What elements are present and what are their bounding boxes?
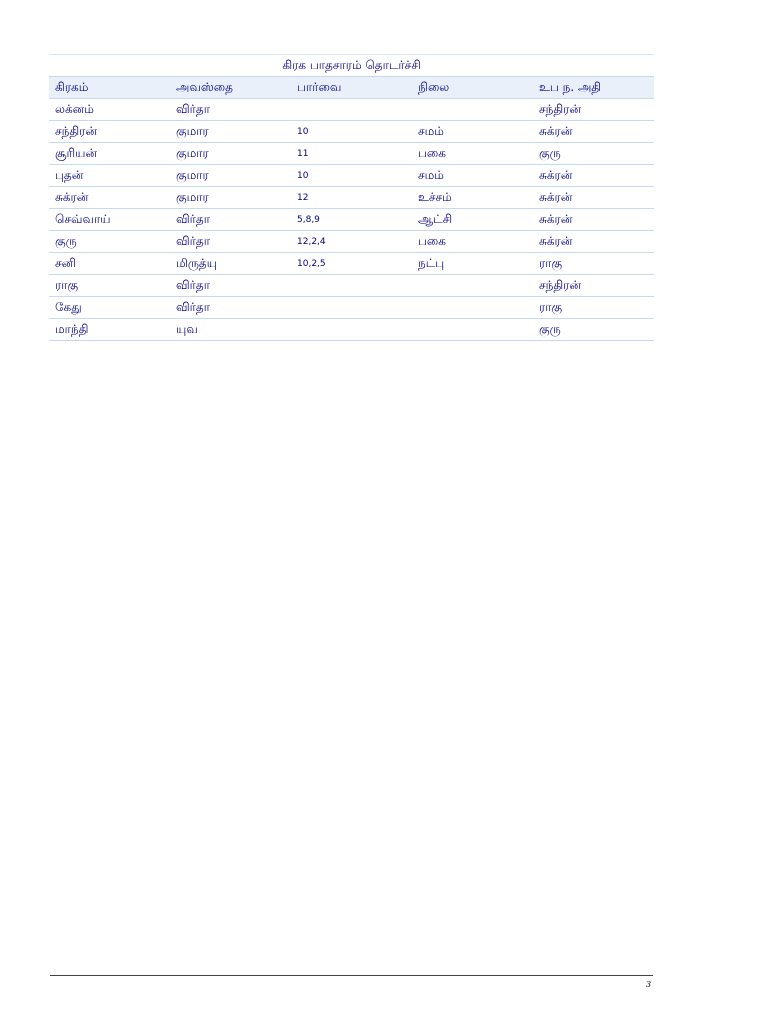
cell-aspect — [291, 319, 412, 341]
header-status: நிலை — [412, 77, 533, 99]
table-header-row — [49, 77, 654, 99]
cell-avastha: விர்தா — [170, 275, 291, 297]
cell-planet: லக்னம் — [49, 99, 170, 121]
table-row — [49, 187, 654, 209]
cell-sub-lord: குரு — [533, 319, 654, 341]
cell-aspect — [291, 275, 412, 297]
cell-status: பகை — [412, 143, 533, 165]
cell-planet: குரு — [49, 231, 170, 253]
cell-planet: கேது — [49, 297, 170, 319]
cell-sub-lord: ராகு — [533, 297, 654, 319]
table-row — [49, 297, 654, 319]
cell-status: பகை — [412, 231, 533, 253]
cell-planet: புதன் — [49, 165, 170, 187]
planet-position-table — [49, 54, 654, 341]
table-row — [49, 319, 654, 341]
table-row — [49, 99, 654, 121]
table-row — [49, 209, 654, 231]
cell-status: நட்பு — [412, 253, 533, 275]
cell-aspect: 11 — [291, 143, 412, 165]
cell-status — [412, 319, 533, 341]
cell-sub-lord: சந்திரன் — [533, 275, 654, 297]
cell-sub-lord: சுக்ரன் — [533, 121, 654, 143]
cell-avastha: யுவ — [170, 319, 291, 341]
cell-avastha: விர்தா — [170, 231, 291, 253]
cell-sub-lord: குரு — [533, 143, 654, 165]
header-planet: கிரகம் — [49, 77, 170, 99]
cell-sub-lord: சுக்ரன் — [533, 187, 654, 209]
cell-aspect: 5,8,9 — [291, 209, 412, 231]
cell-aspect: 12,2,4 — [291, 231, 412, 253]
table-row — [49, 253, 654, 275]
table-row — [49, 121, 654, 143]
header-sub-lord: உப ந. அதி — [533, 77, 654, 99]
footer-divider — [50, 975, 653, 976]
cell-status: சமம் — [412, 121, 533, 143]
cell-avastha: குமார — [170, 121, 291, 143]
cell-status — [412, 99, 533, 121]
page-number: 3 — [646, 980, 652, 989]
cell-avastha: விர்தா — [170, 209, 291, 231]
header-avastha: அவஸ்தை — [170, 77, 291, 99]
cell-status — [412, 297, 533, 319]
table-row — [49, 231, 654, 253]
planet-position-table-container — [49, 54, 654, 341]
cell-status: சமம் — [412, 165, 533, 187]
table-row — [49, 165, 654, 187]
cell-status — [412, 275, 533, 297]
cell-planet: செவ்வாய் — [49, 209, 170, 231]
cell-aspect: 10,2,5 — [291, 253, 412, 275]
cell-avastha: குமார — [170, 165, 291, 187]
cell-planet: மாந்தி — [49, 319, 170, 341]
cell-sub-lord: ராகு — [533, 253, 654, 275]
cell-aspect: 10 — [291, 121, 412, 143]
table-title: கிரக பாதசாரம் தொடர்ச்சி — [49, 55, 654, 77]
table-row — [49, 275, 654, 297]
cell-sub-lord: சுக்ரன் — [533, 165, 654, 187]
table-row — [49, 143, 654, 165]
cell-planet: சந்திரன் — [49, 121, 170, 143]
cell-avastha: விர்தா — [170, 99, 291, 121]
cell-avastha: விர்தா — [170, 297, 291, 319]
cell-planet: சுக்ரன் — [49, 187, 170, 209]
cell-planet: சனி — [49, 253, 170, 275]
cell-sub-lord: சந்திரன் — [533, 99, 654, 121]
cell-planet: சூரியன் — [49, 143, 170, 165]
cell-avastha: குமார — [170, 143, 291, 165]
cell-aspect — [291, 99, 412, 121]
cell-aspect: 12 — [291, 187, 412, 209]
cell-aspect — [291, 297, 412, 319]
cell-sub-lord: சுக்ரன் — [533, 231, 654, 253]
cell-status: உச்சம் — [412, 187, 533, 209]
cell-avastha: மிருத்யு — [170, 253, 291, 275]
cell-status: ஆட்சி — [412, 209, 533, 231]
header-aspect: பார்வை — [291, 77, 412, 99]
cell-planet: ராகு — [49, 275, 170, 297]
cell-avastha: குமார — [170, 187, 291, 209]
table-title-row — [49, 55, 654, 77]
cell-sub-lord: சுக்ரன் — [533, 209, 654, 231]
cell-aspect: 10 — [291, 165, 412, 187]
